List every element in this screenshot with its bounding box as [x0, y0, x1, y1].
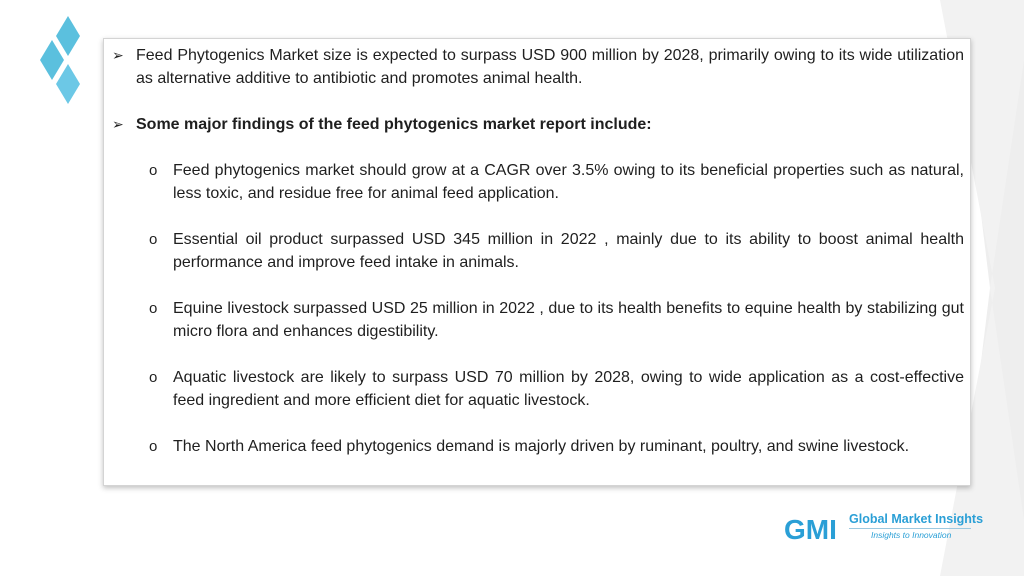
gmi-logo [783, 508, 984, 548]
arrow-bullet-icon: ➢ [112, 47, 124, 63]
finding-text: Feed phytogenics market should grow at a CAGR over 3.5% owing to its beneficial properties such as natural, less toxic, and residue free for animal feed application. [173, 162, 964, 202]
finding-text: Essential oil product surpassed USD 345 million in 2022 , mainly due to its ability to boost animal health performance and improve feed intake in animals. [173, 231, 964, 271]
content-card [103, 38, 971, 486]
svg-text:GMI: GMI [784, 514, 837, 545]
circle-bullet-icon: o [149, 300, 158, 317]
circle-bullet-icon: o [149, 162, 158, 179]
finding-text: The North America feed phytogenics demand is majorly driven by ruminant, poultry, and swine livestock. [173, 438, 910, 455]
finding-item [149, 435, 964, 458]
intro-text: Feed Phytogenics Market size is expected to surpass USD 900 million by 2028, primarily owing to its wide utilization as alternative additive to antibiotic and promotes animal health. [136, 47, 964, 87]
finding-item [149, 366, 964, 412]
circle-bullet-icon: o [149, 231, 158, 248]
decorative-diamonds-icon [36, 14, 84, 110]
finding-text: Aquatic livestock are likely to surpass USD 70 million by 2028, owing to wide application as a cost-effective feed ingredient and more efficient diet for aquatic livestock. [173, 369, 964, 409]
finding-item [149, 297, 964, 343]
logo-name: Global Market Insights [849, 512, 984, 526]
logo-divider [849, 528, 971, 529]
findings-heading-bullet [112, 113, 964, 136]
arrow-bullet-icon: ➢ [112, 116, 124, 132]
findings-heading: Some major findings of the feed phytogenics market report include: [136, 116, 652, 133]
circle-bullet-icon: o [149, 369, 158, 386]
gmi-logo-icon [783, 508, 847, 548]
finding-item [149, 228, 964, 274]
circle-bullet-icon: o [149, 438, 158, 455]
finding-item [149, 159, 964, 205]
finding-text: Equine livestock surpassed USD 25 million in 2022 , due to its health benefits to equine health by stabilizing gut micro flora and enhances digestibility. [173, 300, 964, 340]
intro-bullet [112, 44, 964, 90]
logo-tagline: Insights to Innovation [871, 530, 952, 540]
